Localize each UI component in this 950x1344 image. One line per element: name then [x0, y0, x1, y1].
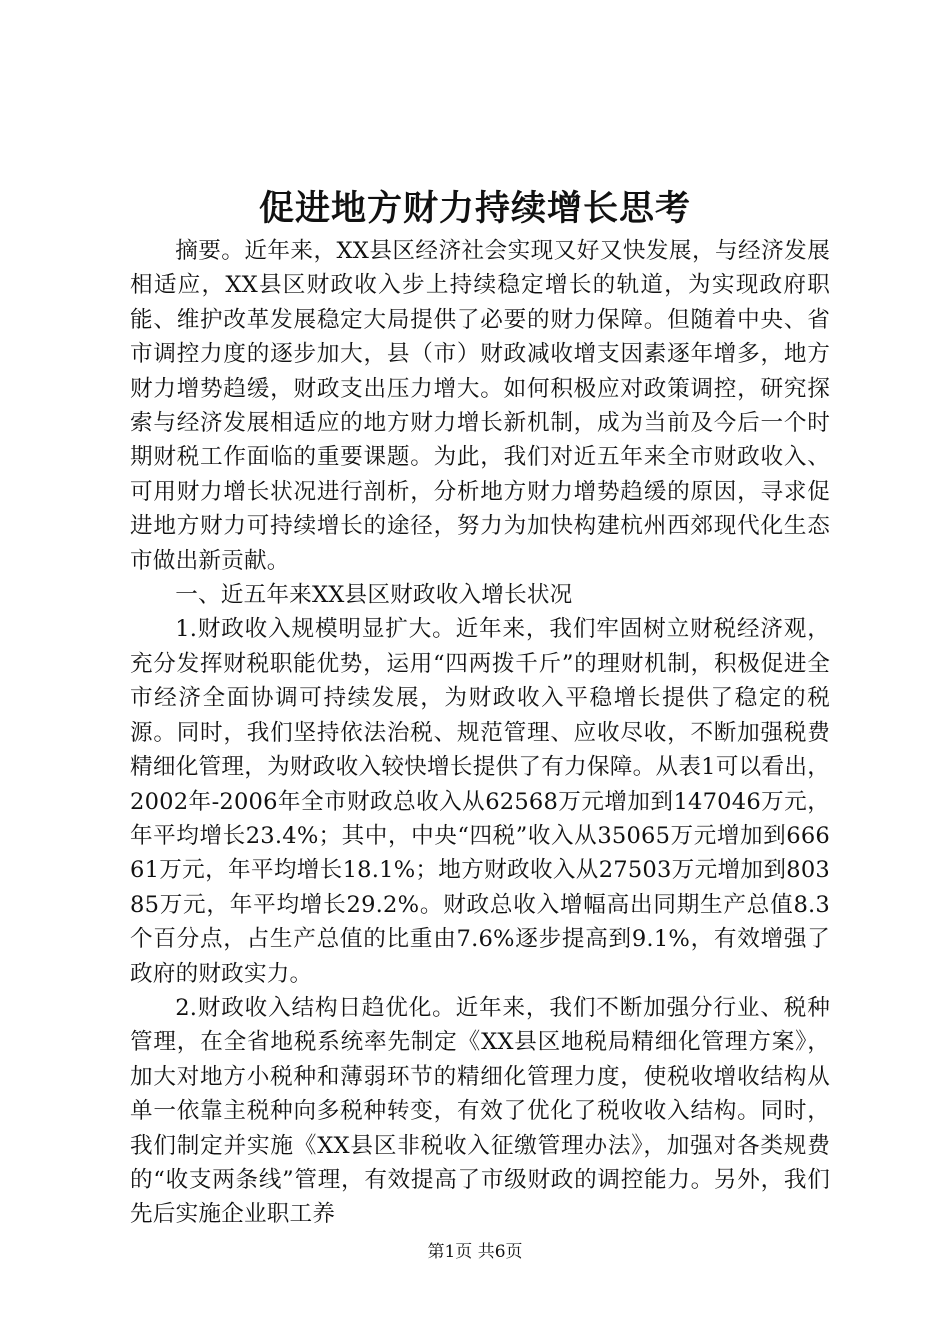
- body-paragraph: 1.财政收入规模明显扩大。近年来，我们牢固树立财税经济观，充分发挥财税职能优势，运用“四两拨千斤”的理财机制，积极促进全市经济全面协调可持续发展，为财政收入平稳增长提供了稳定的税源。同时，我们坚持依法治税、规范管理、应收尽收，不断加强税费精细化管理，为财政收入较快增长提供了有力保障。从表1可以看出，2002年-2006年全市财政总收入从62568万元增加到147046万元，年平均增长23.4%；其中，中央“四税”收入从35065万元增加到66661万元，年平均增长18.1%；地方财政收入从27503万元增加到80385万元，年平均增长29.2%。财政总收入增幅高出同期生产总值8.3个百分点，占生产总值的比重由7.6%逐步提高到9.1%，有效增强了政府的财政实力。: [130, 616, 830, 987]
- page-number: 第1页 共6页: [427, 1242, 523, 1262]
- document-title: 促进地方财力持续增长思考: [258, 189, 691, 229]
- section-heading: 一、近五年来XX县区财政收入增长状况: [175, 582, 573, 609]
- body-paragraph: 2.财政收入结构日趋优化。近年来，我们不断加强分行业、税种管理，在全省地税系统率先制定《XX县区地税局精细化管理方案》，加大对地方小税种和薄弱环节的精细化管理力度，使税收增收结构从单一依靠主税种向多税种转变，有效了优化了税收收入结构。同时，我们制定并实施《XX县区非税收入征缴管理办法》，加强对各类规费的“收支两条线”管理，有效提高了市级财政的调控能力。另外，我们先后实施企业职工养: [130, 994, 830, 1228]
- abstract-paragraph: 摘要。近年来，XX县区经济社会实现又好又快发展，与经济发展相适应，XX县区财政收入步上持续稳定增长的轨道，为实现政府职能、维护改革发展稳定大局提供了必要的财力保障。但随着中央、省市调控力度的逐步加大，县（市）财政减收增支因素逐年增多，地方财力增势趋缓，财政支出压力增大。如何积极应对政策调控，研究探索与经济发展相适应的地方财力增长新机制，成为当前及今后一个时期财税工作面临的重要课题。为此，我们对近五年来全市财政收入、可用财力增长状况进行剖析，分析地方财力增势趋缓的原因，寻求促进地方财力可持续增长的途径，努力为加快构建杭州西郊现代化生态市做出新贡献。: [130, 238, 830, 574]
- document-body: [130, 234, 830, 1232]
